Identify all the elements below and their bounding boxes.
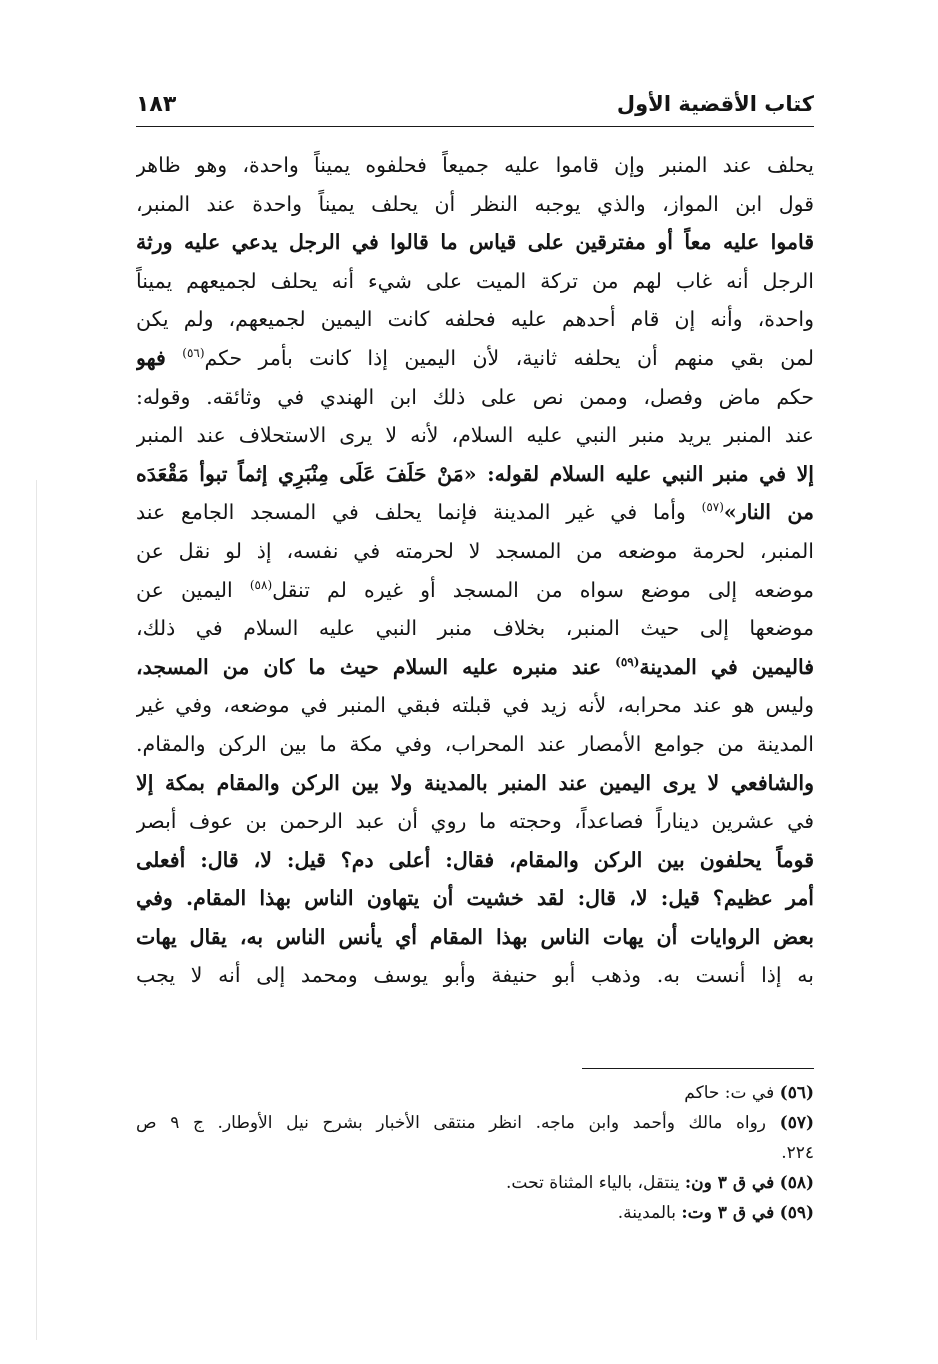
scan-margin-mark: [36, 480, 37, 1340]
text-line: وليس هو عند محرابه، لأنه زيد في قبلته فبقي المنبر في موضعه، وفي غير: [136, 693, 814, 718]
text-line: حكم ماض وفصل، وممن نص على ذلك ابن الهندي في وثائقه. وقوله:: [136, 384, 814, 409]
text-line: يحلف عند المنبر وإن قاموا عليه جميعاً فحلفوه يميناً واحدة، وهو ظاهر: [136, 153, 814, 177]
footnote-ref-57: (٥٧): [701, 500, 724, 515]
text-line: موضعه إلى موضع سواه من المسجد أو غيره لم تنقل$^{(٥٨)}$ اليمين عن: [136, 577, 814, 602]
text-line: واحدة، وأنه إن قام أحدهم عليه فحلفه كانت اليمين لجميعهم، ولم يكن: [136, 307, 814, 332]
footnotes: [136, 1078, 814, 1228]
text-line: موضعها إلى حيث المنبر، بخلاف منبر النبي عليه السلام في ذلك،: [136, 616, 814, 641]
running-header: [136, 86, 814, 127]
text-line: والشافعي لا يرى اليمين عند المنبر بالمدينة ولا بين الركن والمقام بمكة إلا: [136, 770, 814, 795]
footnote-58: (٥٨) في ق ٣ ون: ينتقل، بالياء المثناة تحت.: [506, 1173, 814, 1193]
text-line: بعض الروايات أن يهات الناس بهذا المقام أي يأنس الناس به، يقال يهات: [136, 924, 814, 949]
main-text: [136, 146, 814, 995]
chapter-title: كتاب الأقضية الأول: [616, 92, 814, 116]
footnote-56: (٥٦) في ت: حاكم: [684, 1083, 814, 1103]
text-line: في عشرين ديناراً فصاعداً، وحجته ما روي أن عبد الرحمن بن عوف أبصر: [136, 809, 814, 834]
footnote-57-continued: ٢٢٤.: [781, 1143, 814, 1163]
text-line: قاموا عليه معاً أو مفترقين على قياس ما قالوا في الرجل يدعي عليه ورثة: [136, 230, 814, 255]
text-line: قول ابن المواز، والذي يوجبه النظر أن يحلف يميناً واحدة عند المنبر،: [136, 191, 814, 216]
text-line: المنبر، لحرمة موضعه من المسجد لا لحرمته في نفسه، إذ لو نقل عن: [136, 538, 814, 563]
text-line: من النار»$^{(٥٧)}$ وأما في غير المدينة فإنما يحلف في المسجد الجامع عند: [136, 500, 814, 525]
text-line: المدينة من جوامع الأمصار عند المحراب، وفي مكة ما بين الركن والمقام.: [136, 731, 814, 756]
text-line: به إذا أنست به. وذهب أبو حنيفة وأبو يوسف ومحمد إلى أنه لا يجب: [136, 963, 814, 988]
text-line: إلا في منبر النبي عليه السلام لقوله: «مَنْ حَلَفَ عَلَى مِنْبَرِي إثماً تبوأ مَقْعَدَه: [136, 461, 814, 486]
text-line: الرجل أنه غاب لهم من تركة الميت على شيء أنه يحلف لجميعهم يميناً: [136, 268, 814, 293]
text-line: قوماً يحلفون بين الركن والمقام، فقال: أعلى دم؟ قيل: لا، قال: أفعلى: [136, 847, 814, 872]
text-line: فاليمين في المدينة$^{(٥٩)}$ عند منبره عليه السلام حيث ما كان من المسجد،: [136, 654, 814, 679]
footnote-57: (٥٧) رواه مالك وأحمد وابن ماجه. انظر منتقى الأخبار بشرح نيل الأوطار. ج ٩ ص: [136, 1113, 814, 1133]
text-line: لمن بقي منهم أن يحلفه ثانية، لأن اليمين إذا كانت بأمر حكم$^{(٥٦)}$ فهو: [136, 345, 814, 370]
footnote-ref-56: (٥٦): [182, 346, 205, 361]
footnote-59: (٥٩) في ق ٣ وت: بالمدينة.: [617, 1203, 814, 1223]
page-number: ١٨٣: [136, 92, 177, 117]
footnote-divider: [582, 1068, 814, 1069]
footnote-ref-58: (٥٨): [249, 577, 273, 592]
text-line: عند المنبر يريد منبر النبي عليه السلام، لأنه لا يرى الاستحلاف عند المنبر: [136, 423, 814, 448]
footnote-ref-59: (٥٩): [615, 654, 640, 669]
text-line: أمر عظيم؟ قيل: لا، قال: لقد خشيت أن يتهاون الناس بهذا المقام. وفي: [136, 886, 814, 911]
